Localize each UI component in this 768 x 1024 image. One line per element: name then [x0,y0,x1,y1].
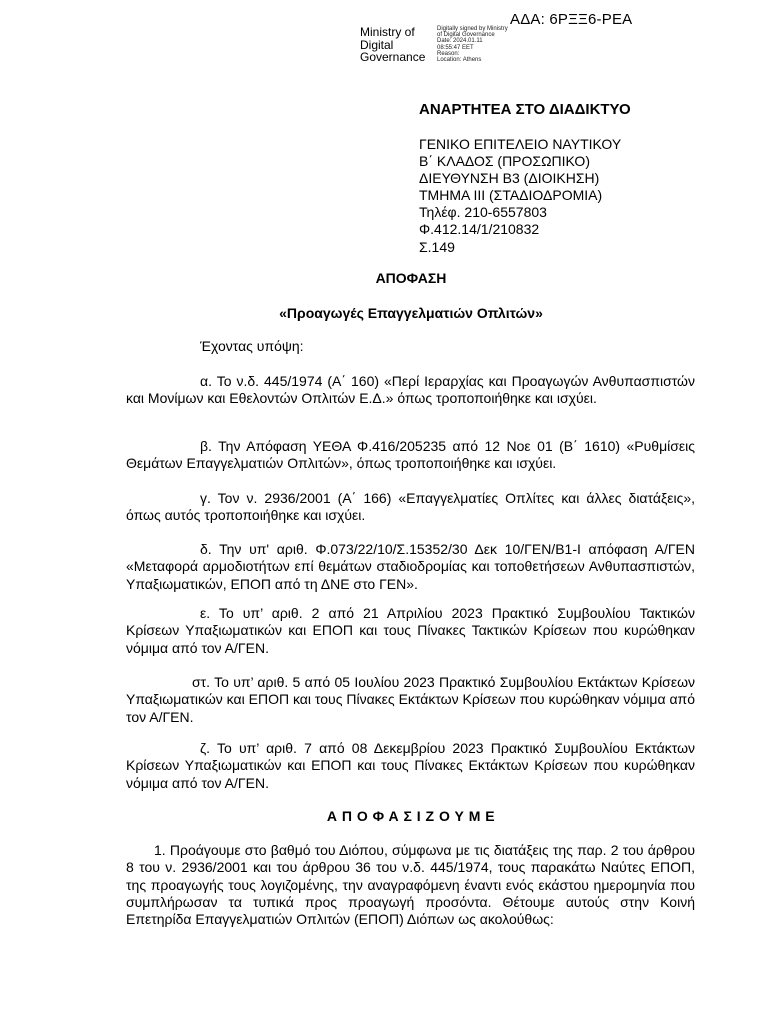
signature-organization [360,26,440,64]
signature-meta-line: of Digital Governance [437,32,495,39]
reference-item-st: στ. Το υπ’ αριθ. 5 από 05 Ιουλίου 2023 Πρακτικό Συμβουλίου Εκτάκτων Κρίσεων Υπαξιωματικών και ΕΠΟΠ και τους Πίνακες Εκτάκτων Κρίσεων που κυρώθηκαν νόμιμα από τον Α/ΓΕΝ. [126,674,695,725]
decision-title: ΑΠΟΦΑΣΗ [375,270,447,286]
signature-meta-line: Date: 2024.01.11 [437,38,483,45]
reference-item-b: β. Την Απόφαση ΥΕΘΑ Φ.416/205235 από 12 Νοε 01 (Β΄ 1610) «Ρυθμίσεις Θεμάτων Επαγγελματιών Οπλιτών», όπως τροποποιήθηκε και ισχύει. [126,438,695,472]
reference-item-c: γ. Τον ν. 2936/2001 (Α΄ 166) «Επαγγελματίες Οπλίτες και άλλες διατάξεις», όπως αυτός τροποποιήθηκε και ισχύει. [126,490,695,524]
considering-label: Έχοντας υπόψη: [200,338,304,354]
post-online-notice: ΑΝΑΡΤΗΤΕΑ ΣΤΟ ΔΙΑΔΙΚΤΥΟ [419,101,631,118]
decision-point-1: 1. Προάγουμε στο βαθμό του Διόπου, σύμφωνα με τις διατάξεις της παρ. 2 του άρθρου 8 του ν. 2936/2001 και του άρθρου 36 του ν.δ. 445/1974, τους παρακάτω Ναύτες ΕΠΟΠ, της προαγωγής τους λογιζομένης, την αναγραφόμενη έναντι ενός εκάστου ημερομηνία που συμπλήρωσαν τα τυπικά προς προαγωγή προσόντα. Θέτουμε αυτούς στην Κοινή Επετηρίδα Επαγγελματιών Οπλιτών (ΕΠΟΠ) Διόπων ως ακολούθως: [126,842,695,928]
reference-item-a: α. Το ν.δ. 445/1974 (Α΄ 160) «Περί Ιεραρχίας και Προαγωγών Ανθυπασπιστών και Μονίμων και Εθελοντών Οπλιτών Ε.Δ.» όπως τροποποιήθηκε και ισχύει. [126,373,695,407]
decision-subject: «Προαγωγές Επαγγελματιών Οπλιτών» [279,305,543,321]
sender-line: Β΄ ΚΛΑΔΟΣ (ΠΡΟΣΩΠΙΚΟ) [419,153,590,170]
signature-meta-line: Digitally signed by Ministry [437,26,508,32]
signature-meta-line: Location: Athens [437,57,482,64]
sender-line: Τηλέφ. 210-6557803 [419,204,547,221]
reference-item-d: δ. Την υπ' αριθ. Φ.073/22/10/Σ.15352/30 Δεκ 10/ΓΕΝ/Β1-Ι απόφαση Α/ΓΕΝ «Μεταφορά αρμοδιοτήτων επί θεμάτων σταδιοδρομίας και τοποθετήσεων Ανθυπασπιστών, Υπαξιωματικών, ΕΠΟΠ από τη ΔΝΕ στο ΓΕΝ». [126,541,695,592]
ada-code: ΑΔΑ: 6ΡΞΞ6-ΡΕΑ [510,11,633,28]
signature-meta-line: 08:55:47 EET [437,44,474,51]
reference-item-z: ζ. Το υπ’ αριθ. 7 από 08 Δεκεμβρίου 2023 Πρακτικό Συμβουλίου Εκτάκτων Κρίσεων Υπαξιωματικών και ΕΠΟΠ και τους Πίνακες Εκτάκτων Κρίσεων που κυρώθηκαν νόμιμα από τον Α/ΓΕΝ. [126,740,695,791]
signature-details [437,26,527,63]
signature-org-line: Governance [360,50,426,64]
sender-line: ΓΕΝΙΚΟ ΕΠΙΤΕΛΕΙΟ ΝΑΥΤΙΚΟΥ [419,136,622,152]
sender-line: ΤΜΗΜΑ ΙΙΙ (ΣΤΑΔΙΟΔΡΟΜΙΑ) [419,187,603,204]
sender-line: Σ.149 [419,238,455,255]
reference-item-e: ε. Το υπ’ αριθ. 2 από 21 Απριλίου 2023 Πρακτικό Συμβουλίου Τακτικών Κρίσεων Υπαξιωματικών και ΕΠΟΠ και τους Πίνακες Τακτικών Κρίσεων που κυρώθηκαν νόμιμα από τον Α/ΓΕΝ. [126,605,695,656]
signature-org-line: Ministry of [360,25,415,39]
we-decide-heading: Α Π Ο Φ Α Σ Ι Ζ Ο Υ Μ Ε [326,808,496,824]
signature-org-line: Digital [360,37,394,52]
sender-line: Φ.412.14/1/210832 [419,221,540,238]
sender-block [419,136,739,256]
sender-line: ΔΙΕΥΘΥΝΣΗ Β3 (ΔΙΟΙΚΗΣΗ) [419,170,600,187]
signature-meta-line: Reason: [437,50,460,57]
